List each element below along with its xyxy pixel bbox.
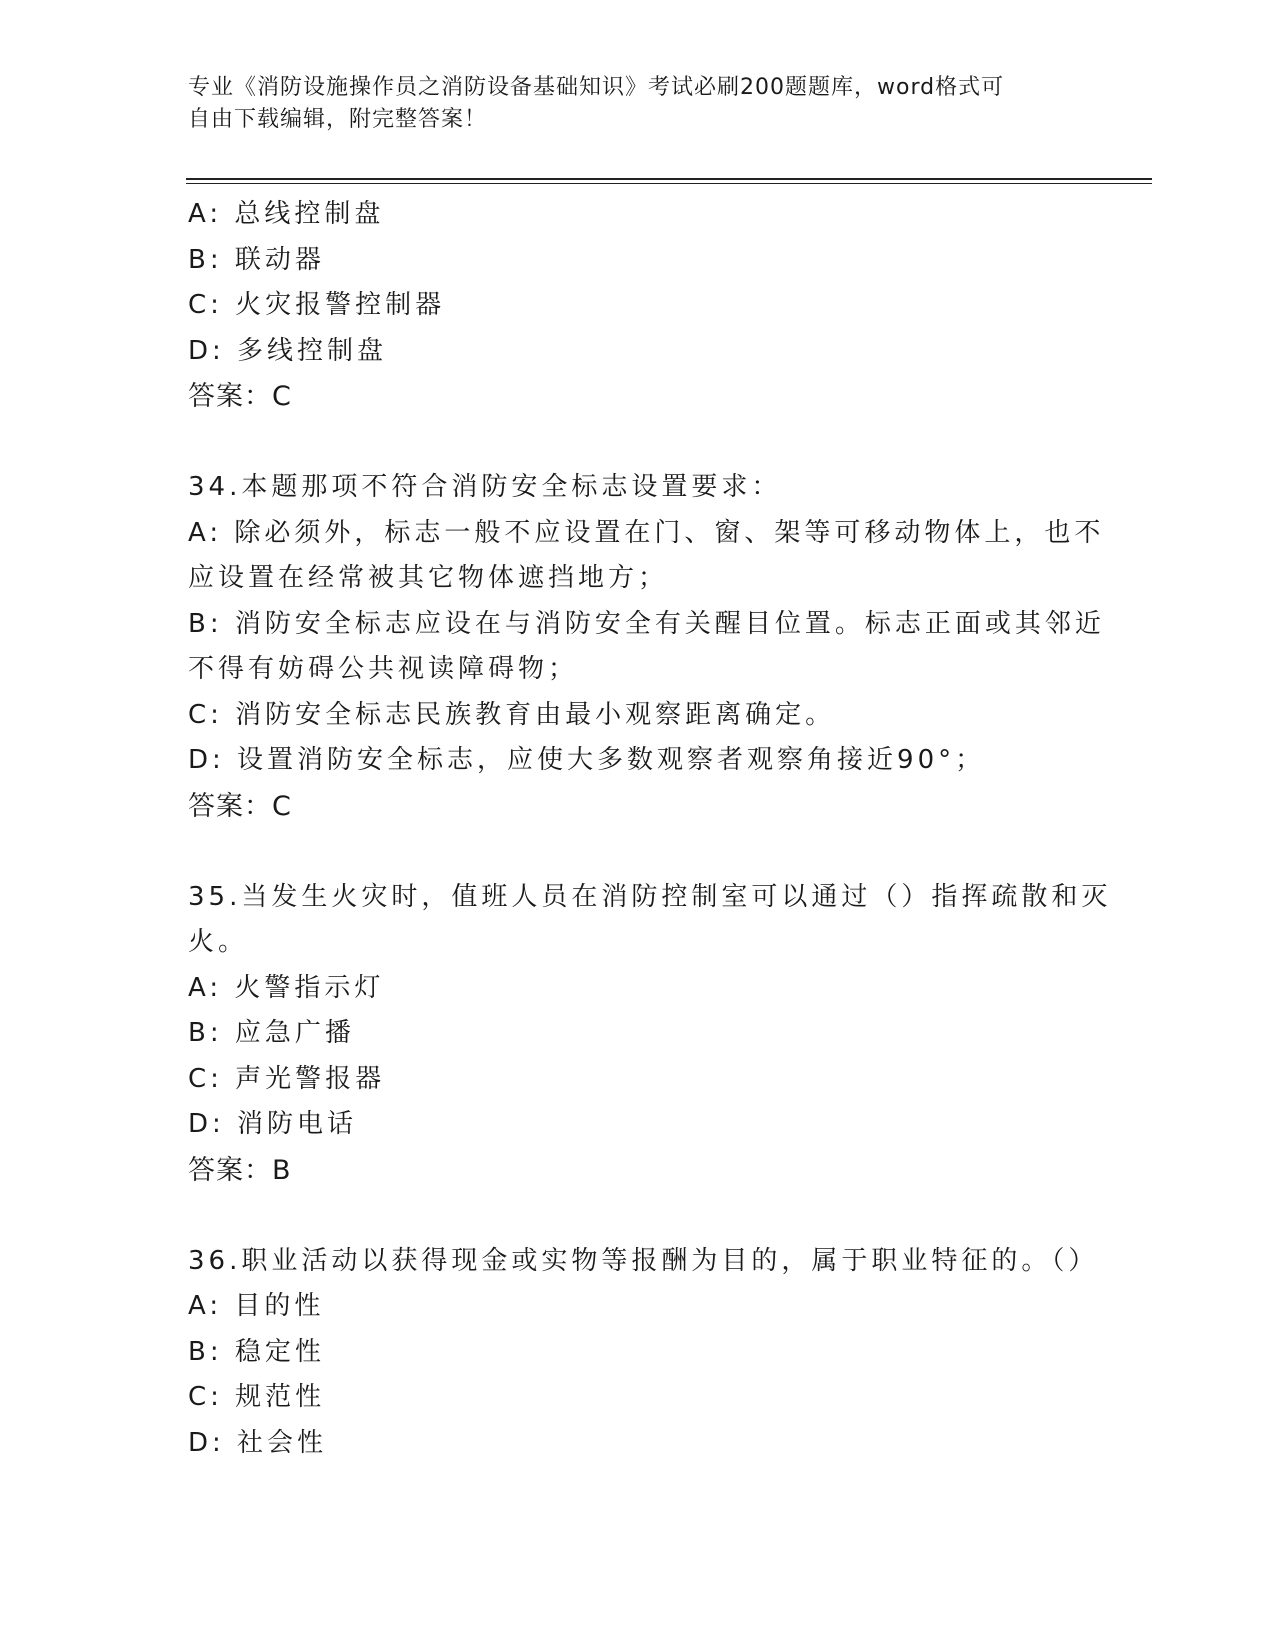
option-c: C: 火灾报警控制器	[188, 290, 446, 320]
option-d: D: 消防电话	[188, 1109, 358, 1139]
spacer	[188, 420, 1088, 466]
option-c: C: 消防安全标志民族教育由最小观察距离确定。	[188, 699, 836, 730]
question-stem-line-1: 35.当发生火灾时，值班人员在消防控制室可以通过（）指挥疏散和灭	[188, 881, 1112, 912]
option-a-line-2: 应设置在经常被其它物体遮挡地方；	[188, 563, 669, 593]
option-a: A: 目的性	[188, 1291, 325, 1321]
header-divider-thin	[186, 183, 1152, 184]
question-34	[188, 465, 1105, 829]
document-header	[188, 72, 1088, 136]
option-a-line-1: A: 除必须外，标志一般不应设置在门、窗、架等可移动物体上，也不	[188, 517, 1105, 548]
option-a: A: 火警指示灯	[188, 972, 385, 1003]
option-b-line-2: 不得有妨碍公共视读障碍物；	[188, 654, 579, 684]
question-33-tail	[188, 192, 1088, 420]
answer: 答案：B	[188, 1154, 292, 1186]
question-stem: 34.本题那项不符合消防安全标志设置要求：	[188, 472, 782, 502]
option-b: B: 联动器	[188, 244, 325, 275]
question-list	[188, 192, 1112, 1466]
option-d: D: 社会性	[188, 1427, 328, 1458]
option-d: D: 设置消防安全标志，应使大多数观察者观察角接近90°；	[188, 745, 986, 775]
question-stem-line-2: 火。	[188, 927, 249, 957]
question-36	[188, 1239, 1099, 1467]
option-d: D: 多线控制盘	[188, 335, 388, 366]
answer: 答案：C	[188, 381, 292, 412]
spacer	[188, 829, 1088, 875]
option-b: B: 应急广播	[188, 1018, 355, 1048]
option-c: C: 声光警报器	[188, 1063, 386, 1094]
answer: 答案：C	[188, 790, 292, 822]
option-b: B: 稳定性	[188, 1336, 325, 1367]
spacer	[188, 1193, 1088, 1239]
option-b-line-1: B: 消防安全标志应设在与消防安全有关醒目位置。标志正面或其邻近	[188, 608, 1105, 639]
option-c: C: 规范性	[188, 1382, 326, 1412]
option-a: A: 总线控制盘	[188, 199, 385, 229]
header-divider-thick	[186, 178, 1152, 180]
question-35	[188, 875, 1112, 1194]
header-line-1: 专业《消防设施操作员之消防设备基础知识》考试必刷200题题库，word格式可	[188, 75, 1005, 100]
header-line-2: 自由下载编辑，附完整答案！	[188, 107, 488, 132]
question-stem: 36.职业活动以获得现金或实物等报酬为目的，属于职业特征的。（）	[188, 1245, 1099, 1276]
